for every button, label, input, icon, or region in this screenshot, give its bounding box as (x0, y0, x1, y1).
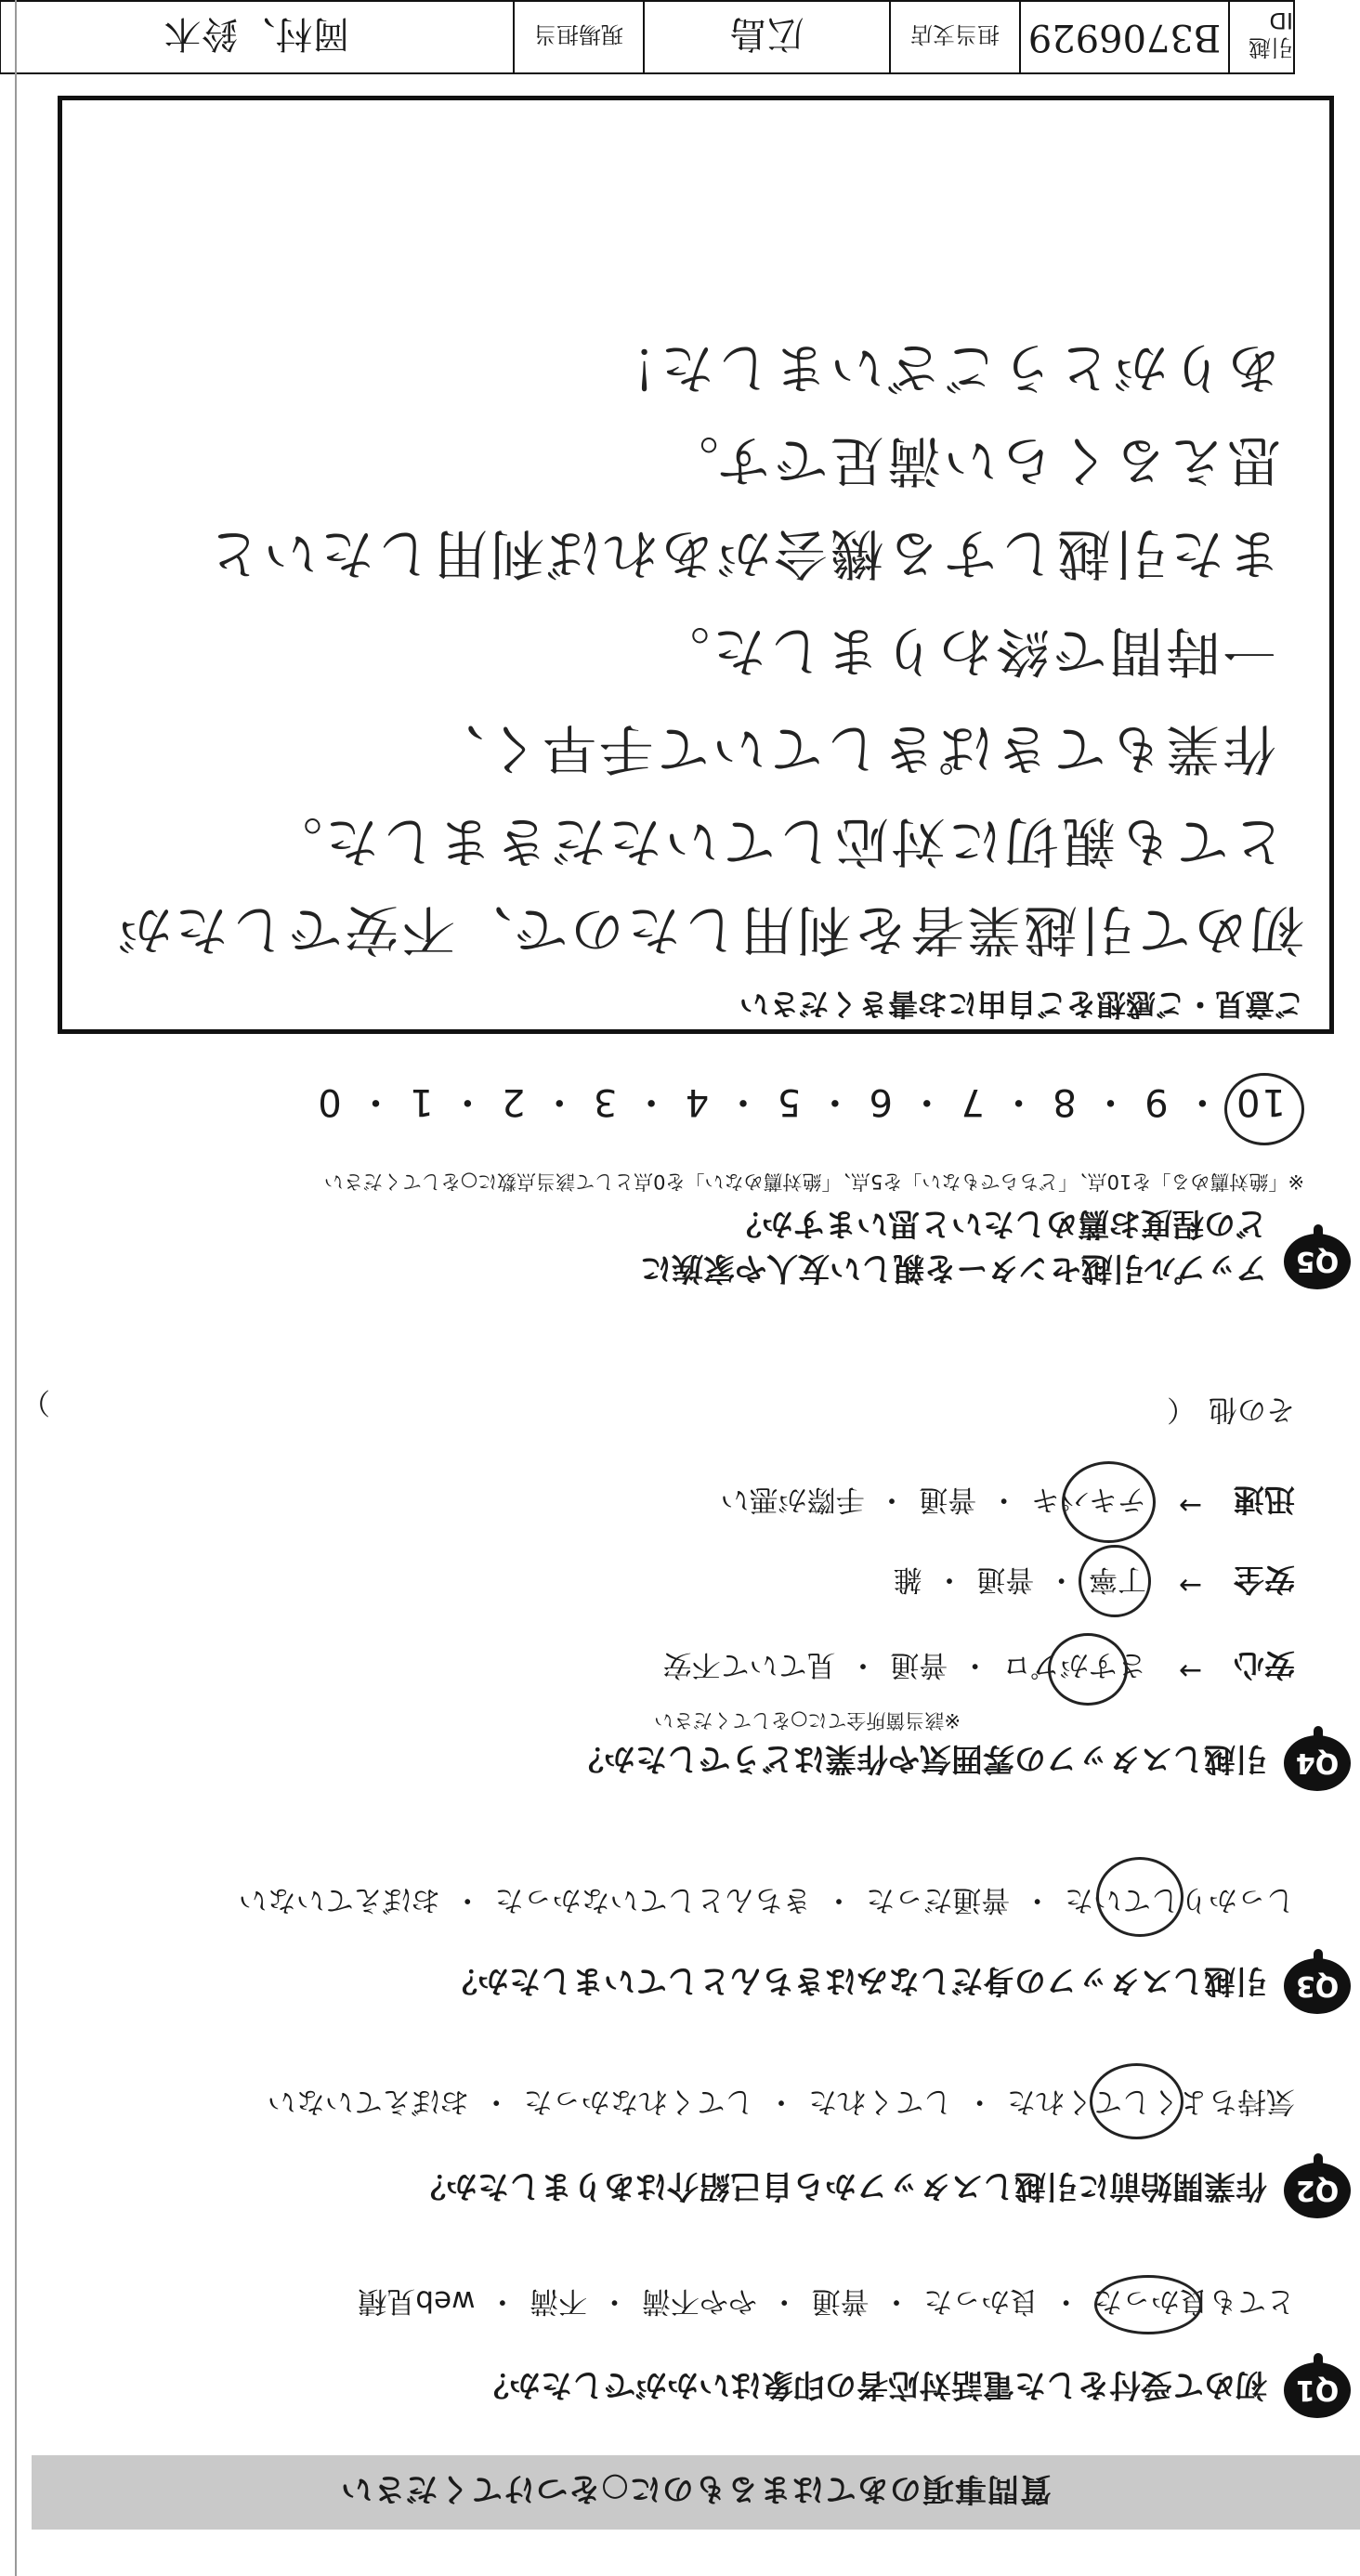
comment-line-5: また引越しする機会があれば利用したいと (203, 522, 1281, 585)
comment-heading: ご意見・ご感想をご自由にお書きください (739, 987, 1304, 1022)
q4-note: ※該当箇所全てに○をしてください (654, 1709, 961, 1732)
q4-jinsoku-answer-circle (1062, 1461, 1156, 1543)
paper-edge (0, 0, 17, 2576)
q4-arrow-anzen: → (1178, 1569, 1202, 1602)
comment-line-4: 一時間で終わりました。 (652, 620, 1276, 683)
q5-question-line2: どの程度お薦めしたいと思いますか？ (730, 1205, 1267, 1242)
q4-other-close: ） (21, 1385, 50, 1419)
q4-options-anzen: 丁寧 ・ 普通 ・ 雑 (893, 1563, 1146, 1596)
q4-question: 引越しスタッフの雰囲気や作業はどうでしたか？ (572, 1740, 1267, 1777)
q1-question: 初めて受付をした電話対応者の印象はいかがでしたか？ (477, 2366, 1267, 2403)
q5-question-line1: アップル引越センターを親しい友人や家族に (640, 1249, 1267, 1287)
q3-options: しっかりしていた ・ 普通だった ・ きちんとしていなかった ・ おぼえていない (238, 1883, 1295, 1916)
q4-label-anshin: 安心 (1234, 1647, 1295, 1683)
q4-anshin-answer-circle (1048, 1633, 1128, 1706)
q5-score-scale: 10 ・ 9 ・ 8 ・ 7 ・ 6 ・ 5 ・ 4 ・ 3 ・ 2 ・ 1 ・ 0 (316, 1080, 1286, 1123)
comment-line-6: 思えるくらい満足です。 (661, 429, 1281, 492)
comment-line-1: 初めて引越業者を利用したので、不安でしたが (115, 898, 1304, 961)
comment-line-7: ありがとうございました！ (600, 336, 1281, 399)
q5-answer-circle (1224, 1073, 1304, 1145)
q5-badge: Q5 (1284, 1234, 1351, 1289)
q5-note: ※「絶対薦める」を10点、「どちらでもない」を5点、「絶対薦めない」を0点として該当点数に○をしてください (323, 1170, 1304, 1193)
q4-label-jinsoku: 迅速 (1234, 1482, 1295, 1518)
branch-value: 広島 (643, 2, 889, 72)
q4-anzen-answer-circle (1079, 1545, 1151, 1617)
staff-value: 岡村、鈴木 (163, 12, 350, 56)
branch-label: 担当支店 (889, 2, 1019, 72)
q2-question: 作業開始前に引越しスタッフから自己紹介はありましたか？ (414, 2167, 1267, 2204)
q4-label-anzen: 安全 (1234, 1562, 1295, 1598)
q1-options: とても良かった ・ 良かった ・ 普通 ・ やや不満 ・ 不満 ・ web見積 (358, 2284, 1295, 2318)
id-value: B3706929 (1019, 2, 1228, 72)
comment-line-2: とても親切に対応していただきました。 (265, 810, 1286, 873)
q4-arrow-anshin: → (1178, 1654, 1202, 1687)
q3-question: 引越しスタッフの身だしなみはきちんとしていましたか？ (446, 1962, 1267, 1999)
q3-answer-circle (1096, 1857, 1183, 1937)
q3-badge: Q3 (1284, 1958, 1351, 2014)
comment-line-3: 作業もてきぱきしていて手早く、 (427, 717, 1276, 780)
instruction-banner: 質問事項のあてはまるものに○をつけてください (32, 2455, 1360, 2530)
q2-badge: Q2 (1284, 2163, 1351, 2218)
q4-other: その他 （ (1167, 1393, 1295, 1426)
q1-answer-circle (1094, 2275, 1202, 2334)
q1-badge: Q1 (1284, 2362, 1351, 2418)
id-label: 引越ID (1228, 2, 1293, 72)
q4-options-anshin: さすがプロ ・ 普通 ・ 見ていて不安 (662, 1648, 1146, 1681)
q2-options: 気持ちよくしてくれた ・ してくれた ・ してくれなかった ・ おぼえていない (267, 2085, 1295, 2118)
q2-answer-circle (1090, 2063, 1183, 2139)
staff-label: 現場担当 (513, 2, 643, 72)
q4-options-jinsoku: テキパキ ・ 普通 ・ 手際が悪い (720, 1483, 1146, 1516)
q4-badge: Q4 (1284, 1735, 1351, 1791)
q4-arrow-jinsoku: → (1178, 1489, 1202, 1522)
id-table (0, 0, 1295, 74)
